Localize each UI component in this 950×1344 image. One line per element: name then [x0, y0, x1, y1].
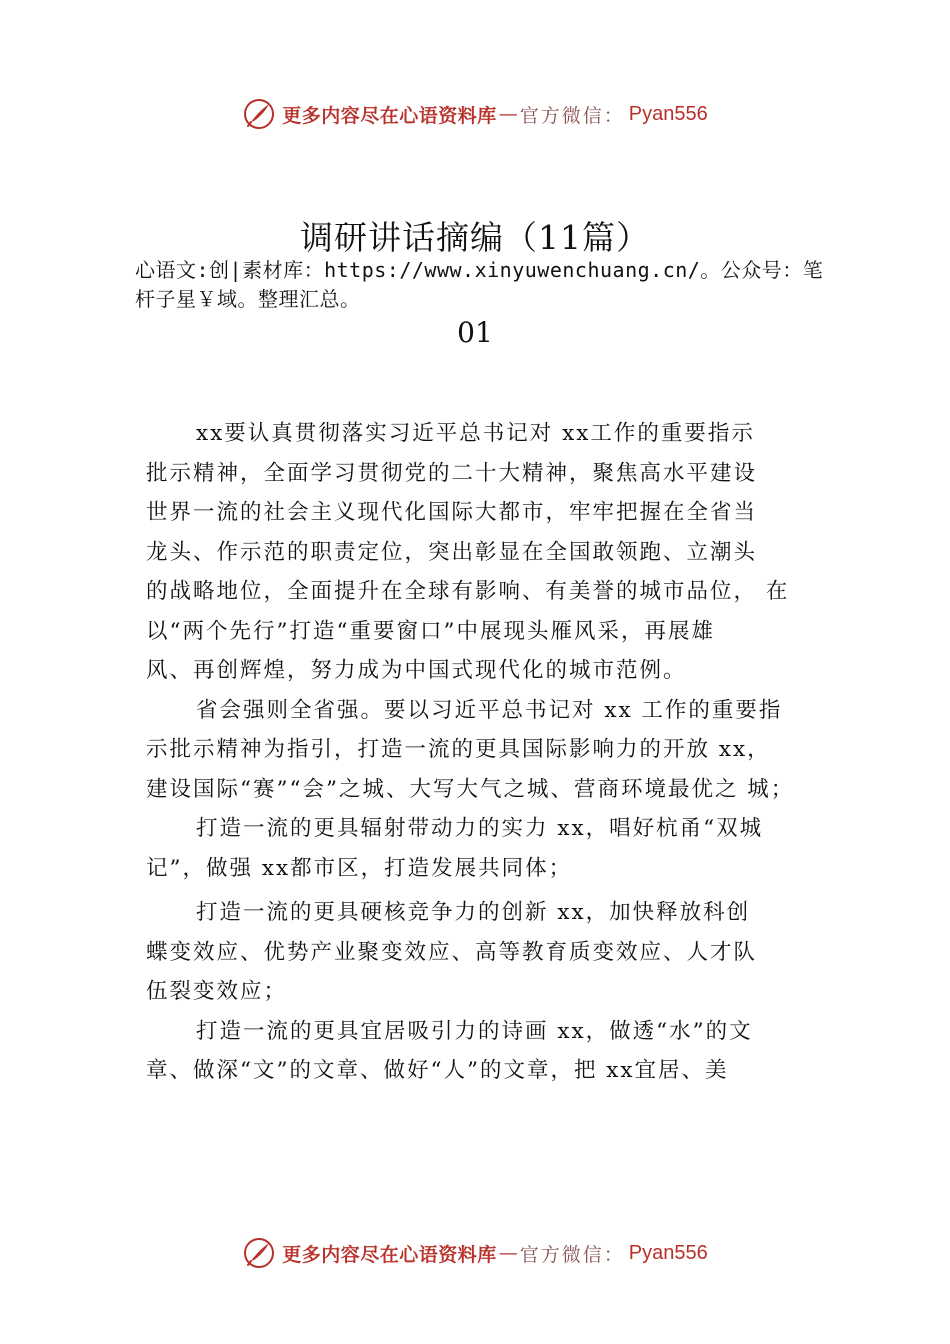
quill-logo-icon [242, 97, 276, 131]
text-line: 以“两个先行”打造“重要窗口”中展现头雁风采，再展雄 [146, 618, 715, 644]
banner-main-text: 更多内容尽在心语资料库 [282, 1243, 497, 1266]
text-line: xx要认真贯彻落实习近平总书记对 xx工作的重要指示 [196, 421, 755, 446]
text-line: 打造一流的更具宜居吸引力的诗画 xx，做透“水”的文 [196, 1018, 753, 1044]
text-line: 风、再创辉煌，努力成为中国式现代化的城市范例。 [146, 658, 687, 683]
text-line: 的战略地位，全面提升在全球有影响、有美誉的城市品位， 在 [146, 579, 790, 604]
text-line: 记”，做强 xx都市区，打造发展共同体； [146, 855, 573, 881]
banner-dash: — [498, 103, 518, 125]
text-line: 建设国际“赛”“会”之城、大写大气之城、营商环境最优之 城； [146, 776, 795, 802]
banner-wechat-label: 官方微信： [519, 104, 625, 127]
text-line: 打造一流的更具辐射带动力的实力 xx，唱好杭甬“双城 [196, 816, 764, 841]
text-line: 伍裂变效应； [146, 979, 288, 1004]
section-number: 01 [457, 316, 493, 349]
banner-wechat-id: Pyan556 [628, 1241, 708, 1264]
banner-dash: — [498, 1242, 518, 1264]
text-line: 批示精神，全面学习贯彻党的二十大精神，聚焦高水平建设 [146, 460, 758, 486]
text-line: 世界一流的社会主义现代化国际大都市，牢牢把握在全省当 [146, 500, 758, 525]
document-body [146, 414, 836, 1091]
text-line: 示批示精神为指引，打造一流的更具国际影响力的开放 xx， [146, 737, 771, 762]
document-title: 调研讲话摘编（11篇） [300, 218, 650, 257]
source-note: 心语文:创|素材库：https://www.xinyuwenchuang.cn/。公众号：笔杆子星￥域。整理汇总。 [135, 258, 824, 311]
banner-main-text: 更多内容尽在心语资料库 [282, 104, 497, 127]
text-line: 龙头、作示范的职责定位，突出彰显在全国敢领跑、立潮头 [146, 539, 758, 565]
text-line: 省会强则全省强。要以习近平总书记对 xx 工作的重要指 [196, 697, 783, 723]
text-line: 打造一流的更具硬核竞争力的创新 xx，加快释放科创 [196, 900, 751, 925]
header-banner [0, 94, 950, 134]
footer-banner [0, 1233, 950, 1273]
text-line: 蝶变效应、优势产业聚变效应、高等教育质变效应、人才队 [146, 939, 758, 965]
text-line: 章、做深“文”的文章、做好“人”的文章，把 xx宜居、美 [146, 1058, 729, 1083]
quill-logo-icon [242, 1236, 276, 1270]
banner-wechat-id: Pyan556 [628, 102, 708, 125]
banner-wechat-label: 官方微信： [519, 1243, 625, 1266]
